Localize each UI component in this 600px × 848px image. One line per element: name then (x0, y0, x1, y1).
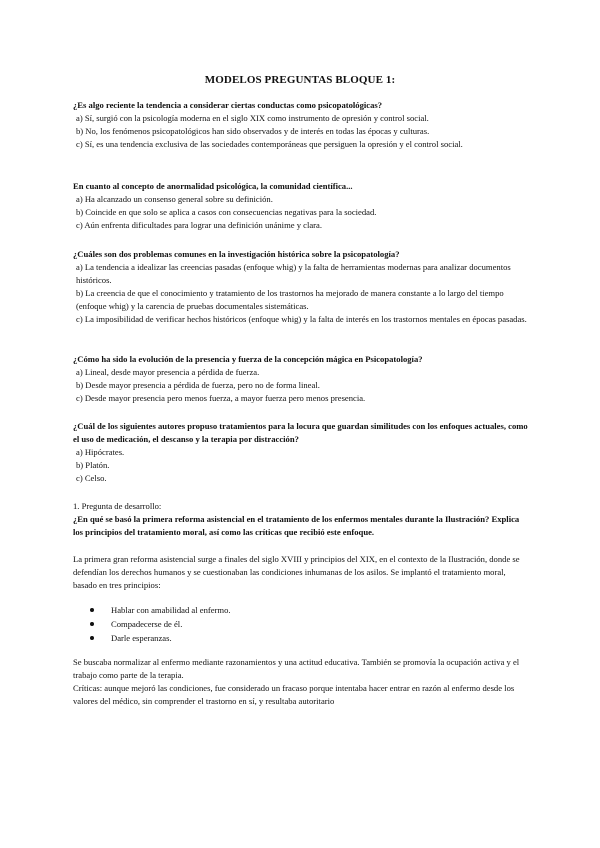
question-block-1 (73, 99, 529, 151)
question-block-3 (73, 248, 529, 326)
list-item (73, 631, 529, 645)
list-item-text: Hablar con amabilidad al enfermo. (111, 605, 231, 615)
option-c: c) Celso. (76, 473, 107, 483)
option-c: c) Aún enfrenta dificultades para lograr una definición unánime y clara. (76, 220, 323, 230)
development-heading: 1. Pregunta de desarrollo: (73, 501, 162, 511)
list-item-text: Darle esperanzas. (111, 633, 172, 643)
option-c: c) Desde mayor presencia pero menos fuerza, a mayor fuerza pero menos presencia. (76, 393, 366, 403)
answer-paragraph-2: Se buscaba normalizar al enfermo mediante razonamientos y una actitud educativa. También se promovía la ocupación activa y el trabajo como parte de la terapia. (73, 657, 520, 680)
list-item (73, 617, 529, 631)
answer-paragraph-1: La primera gran reforma asistencial surge a finales del siglo XVIII y principios del XIX, en el contexto de la Ilustración, donde se defendían los derechos humanos y se cuestionaban las condiciones inhumanas de los asilos. Se implantó el tratamiento moral, basado en tres principios: (73, 554, 520, 590)
answer-paragraph-3: Críticas: aunque mejoró las condiciones, fue considerado un fracaso porque intentaba hacer entrar en razón al enfermo desde los valores del médico, sin comprender el trastorno en sí, y resultaba autoritario (73, 683, 515, 706)
question-text: ¿Cuáles son dos problemas comunes en la investigación histórica sobre la psicopatología? (73, 249, 400, 259)
bullet-icon (90, 636, 94, 640)
option-a: a) Lineal, desde mayor presencia a pérdida de fuerza. (76, 367, 260, 377)
bullet-icon (90, 622, 94, 626)
question-block-5 (73, 420, 529, 485)
answer-block (73, 553, 529, 592)
option-b: b) Platón. (76, 460, 110, 470)
option-b: b) No, los fenómenos psicopatológicos han sido observados y de interés en todas las épocas y culturas. (76, 126, 430, 136)
option-b: b) La creencia de que el conocimiento y tratamiento de los trastornos ha mejorado de manera constante a lo largo del tiempo (enfoque whig) y la carencia de pruebas documentales sistemáticas. (76, 288, 504, 311)
option-a: a) Hipócrates. (76, 447, 125, 457)
question-text: En cuanto al concepto de anormalidad psicológica, la comunidad científica... (73, 181, 353, 191)
question-text: ¿Es algo reciente la tendencia a considerar ciertas conductas como psicopatológicas? (73, 100, 383, 110)
development-question-block (73, 500, 529, 539)
bullet-icon (90, 608, 94, 612)
option-b: b) Desde mayor presencia a pérdida de fuerza, pero no de forma lineal. (76, 380, 320, 390)
principles-list-block (73, 603, 529, 645)
option-a: a) Ha alcanzado un consenso general sobre su definición. (76, 194, 273, 204)
list-item (73, 603, 529, 617)
principles-list (73, 603, 529, 645)
option-a: a) Sí, surgió con la psicología moderna en el siglo XIX como instrumento de opresión y control social. (76, 113, 429, 123)
page-title: MODELOS PREGUNTAS BLOQUE 1: (204, 74, 396, 86)
answer-block-2 (73, 656, 529, 708)
question-block-2 (73, 180, 529, 232)
question-text: ¿Cómo ha sido la evolución de la presencia y fuerza de la concepción mágica en Psicopatología? (73, 354, 423, 364)
option-c: c) Sí, es una tendencia exclusiva de las sociedades contemporáneas que persiguen la opresión y el control social. (76, 139, 463, 149)
option-b: b) Coincide en que solo se aplica a casos con consecuencias negativas para la sociedad. (76, 207, 377, 217)
option-a: a) La tendencia a idealizar las creencias pasadas (enfoque whig) y la falta de herramientas modernas para analizar documentos históricos. (76, 262, 511, 285)
question-text: ¿Cuál de los siguientes autores propuso tratamientos para la locura que guardan similitudes con los enfoques actuales, como el uso de medicación, el descanso y la terapia por distracción? (73, 421, 528, 444)
development-question: ¿En qué se basó la primera reforma asistencial en el tratamiento de los enfermos mentales durante la Ilustración? Explica los principios del tratamiento moral, así como las críticas que recibió este enfoque. (73, 514, 520, 537)
list-item-text: Compadecerse de él. (111, 619, 183, 629)
question-block-4 (73, 353, 529, 405)
option-c: c) La imposibilidad de verificar hechos históricos (enfoque whig) y la falta de interés en los trastornos mentales en épocas pasadas. (76, 314, 527, 324)
